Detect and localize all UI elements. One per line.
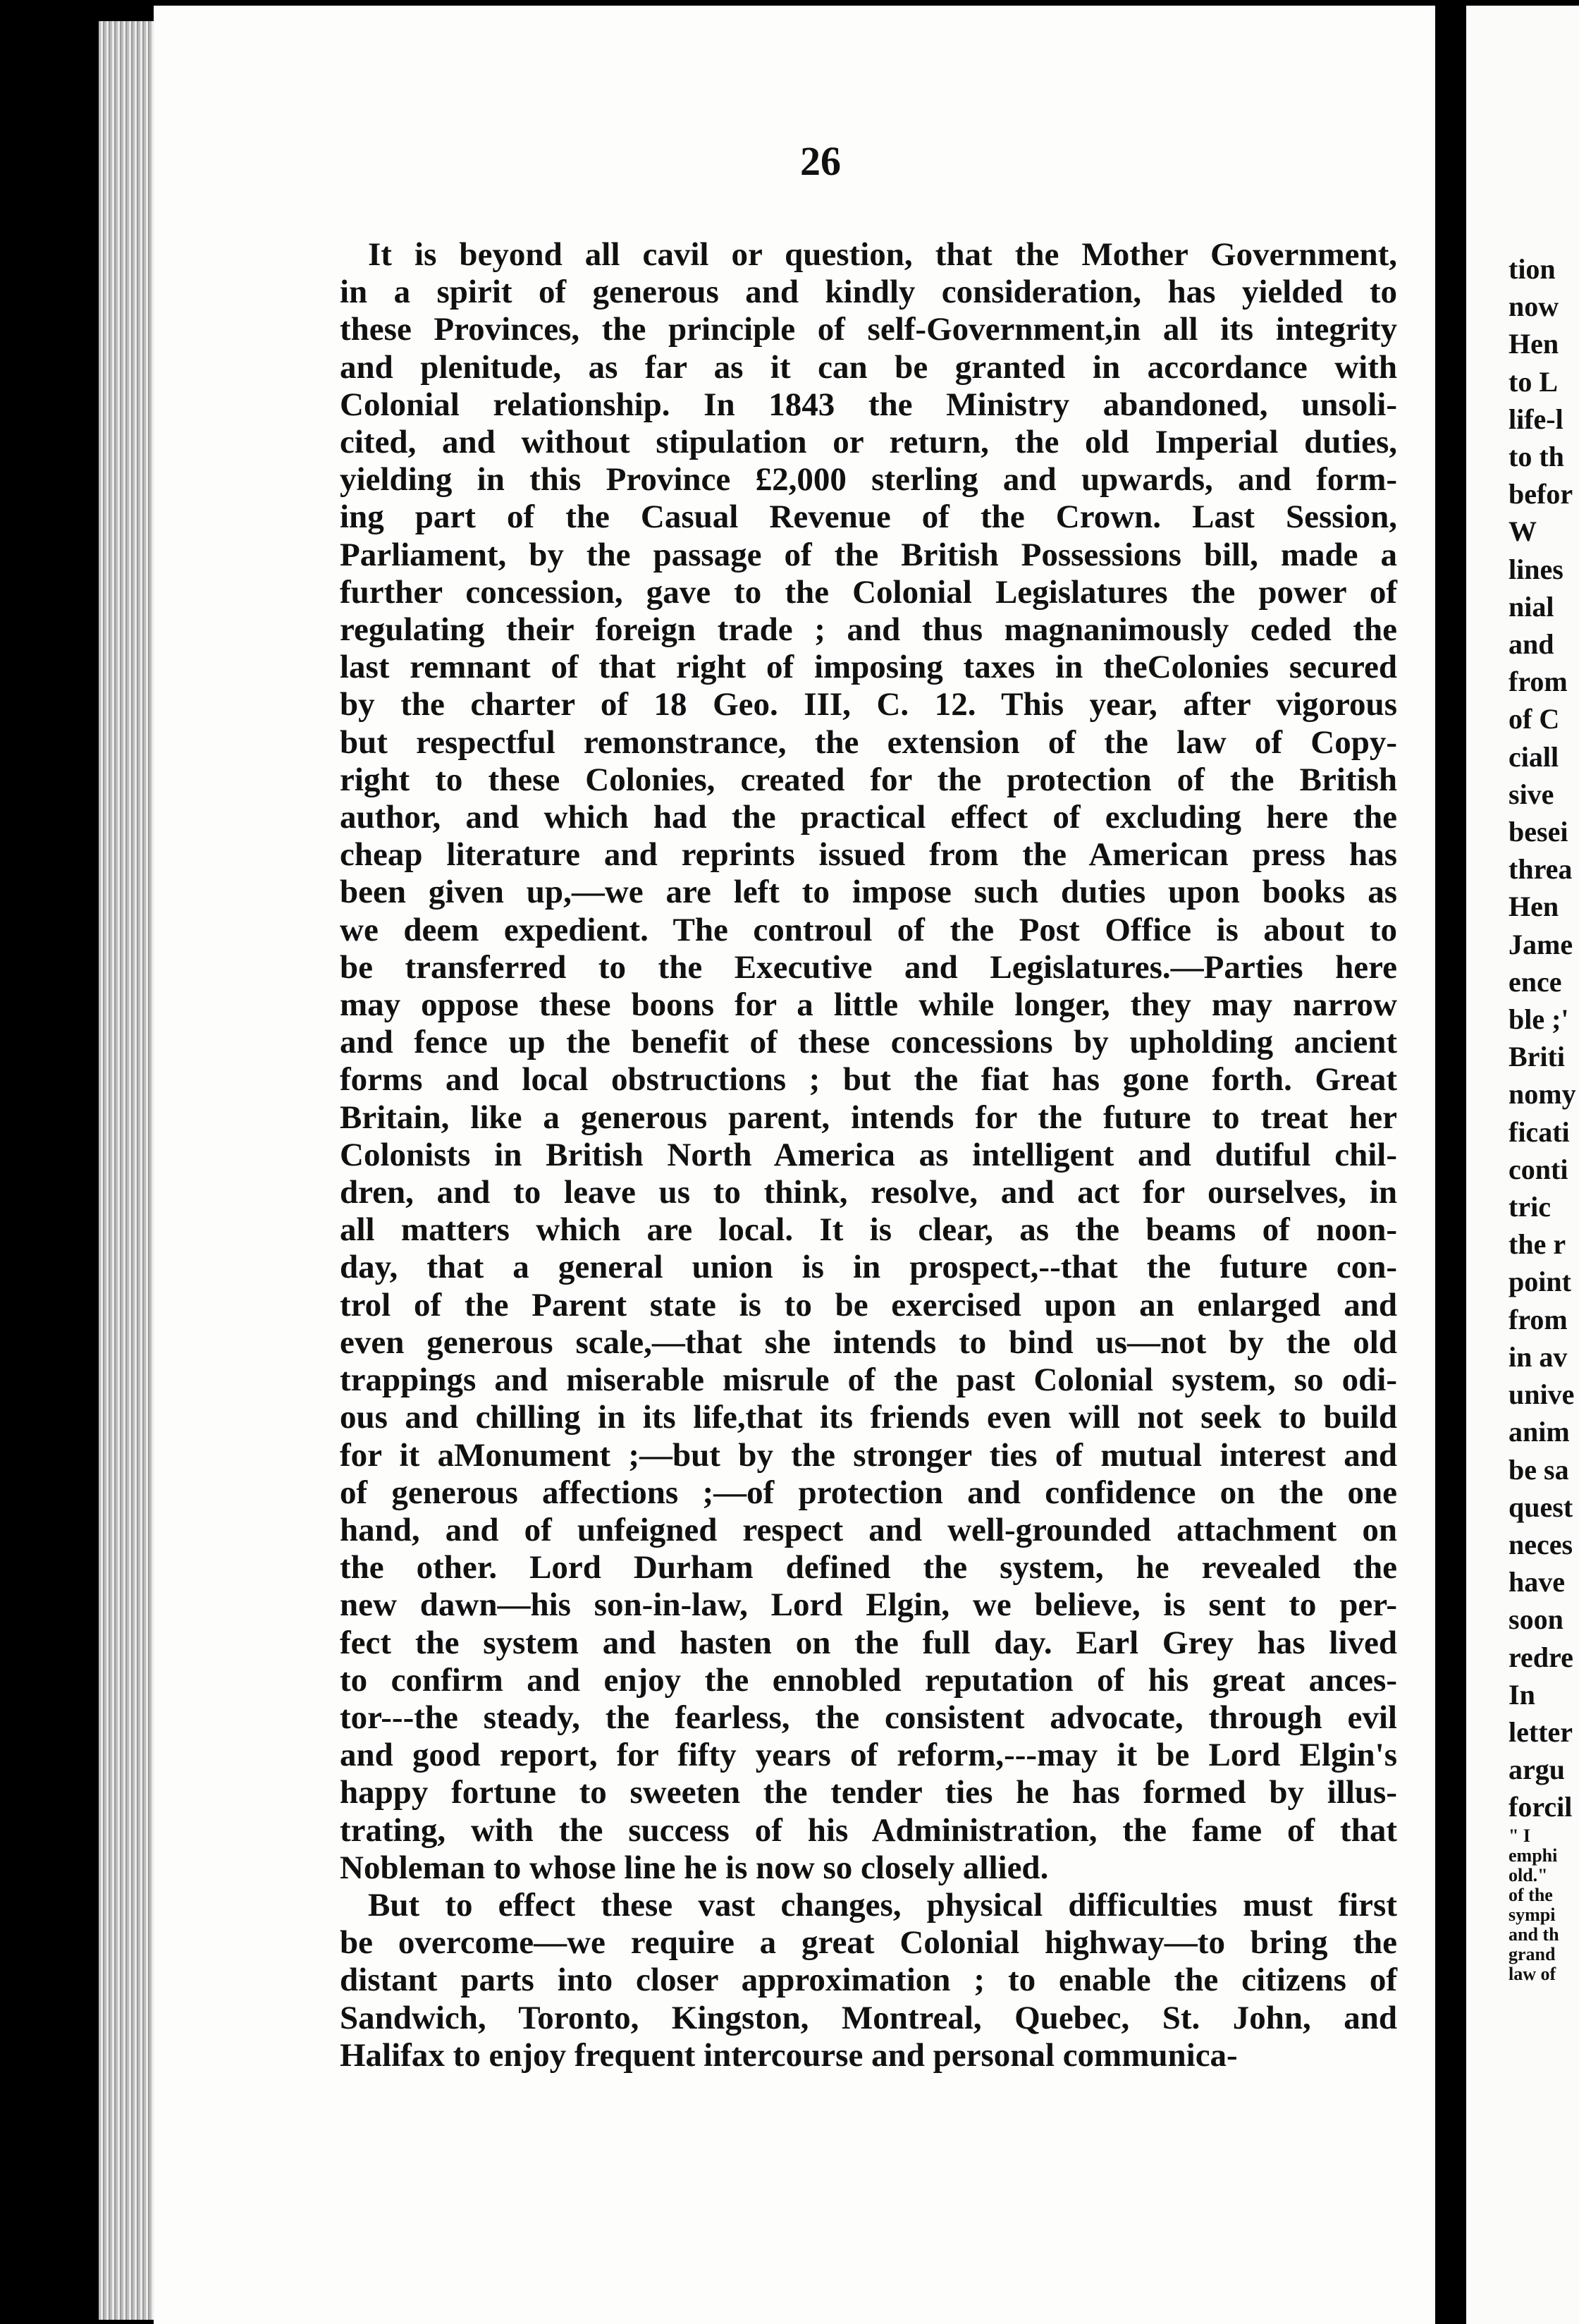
facing-page-fragment: conti — [1509, 1153, 1568, 1185]
page-number: 26 — [800, 138, 841, 184]
facing-page-fragment: " I — [1509, 1825, 1531, 1846]
text-line: right to these Colonies, created for the protection of the British — [340, 761, 1397, 798]
text-line: ous and chilling in its life,that its friends even will not seek to build — [340, 1399, 1397, 1436]
text-line: and good report, for fifty years of reform,---may it be Lord Elgin's — [340, 1737, 1397, 1774]
facing-page-fragment: sive — [1509, 778, 1554, 810]
facing-page-fragment: besei — [1509, 816, 1568, 848]
facing-page-fragment: from — [1509, 666, 1568, 698]
text-line: cited, and without stipulation or return, the old Imperial duties, — [340, 424, 1397, 461]
text-line: forms and local obstructions ; but the fiat has gone forth. Great — [340, 1061, 1397, 1099]
book-page-edges — [99, 21, 155, 2320]
text-line: of generous affections ;—of protection and confidence on the one — [340, 1474, 1397, 1511]
facing-page-fragment: now — [1509, 290, 1559, 323]
text-line: by the charter of 18 Geo. III, C. 12. This year, after vigorous — [340, 686, 1397, 723]
facing-page-fragment: of the — [1509, 1884, 1553, 1905]
text-line: and fence up the benefit of these concessions by upholding ancient — [340, 1024, 1397, 1061]
text-line: and plenitude, as far as it can be granted in accordance with — [340, 348, 1397, 386]
text-line: further concession, gave to the Colonial Legislatures the power of — [340, 573, 1397, 611]
facing-page-fragment: lines — [1509, 553, 1563, 585]
text-line: author, and which had the practical effect of excluding here the — [340, 799, 1397, 836]
facing-page-fragment: the r — [1509, 1228, 1566, 1261]
text-line: tor---the steady, the fearless, the consistent advocate, through evil — [340, 1699, 1397, 1736]
facing-page-fragment: Jame — [1509, 928, 1573, 960]
facing-page-text — [1509, 250, 1576, 1984]
facing-page-fragment: threa — [1509, 853, 1573, 886]
facing-page-fragment: to th — [1509, 441, 1564, 473]
facing-page-fragment: soon — [1509, 1603, 1563, 1636]
facing-page-fragment: to L — [1509, 365, 1558, 398]
facing-page-fragment: anim — [1509, 1416, 1570, 1448]
text-line: Parliament, by the passage of the British Possessions bill, made a — [340, 536, 1397, 573]
facing-page-fragment: law of — [1509, 1963, 1556, 1984]
facing-page-fragment: quest — [1509, 1491, 1573, 1523]
facing-page-fragment: sympi — [1509, 1904, 1556, 1925]
facing-page-fragment: ciall — [1509, 740, 1559, 773]
text-line: be overcome—we require a great Colonial highway—to bring the — [340, 1924, 1397, 1962]
facing-page-fragment: Hen — [1509, 328, 1559, 360]
facing-page-fragment: unive — [1509, 1378, 1575, 1411]
facing-page-fragment: nomy — [1509, 1078, 1576, 1111]
book-gutter — [1435, 0, 1466, 2324]
facing-page-fragment: emphi — [1509, 1845, 1558, 1866]
facing-page-fragment: point — [1509, 1266, 1571, 1298]
text-line: yielding in this Province £2,000 sterling and upwards, and form- — [340, 461, 1397, 499]
facing-page-fragment: be sa — [1509, 1453, 1569, 1486]
text-line: Sandwich, Toronto, Kingston, Montreal, Quebec, St. John, and — [340, 1999, 1397, 2036]
text-line: distant parts into closer approximation ; to enable the citizens of — [340, 1962, 1397, 1999]
facing-page-fragment: ficati — [1509, 1115, 1570, 1148]
text-line: we deem expedient. The controul of the Post Office is about to — [340, 911, 1397, 948]
facing-page-fragment: redre — [1509, 1641, 1573, 1673]
text-line: ing part of the Casual Revenue of the Crown. Last Session, — [340, 499, 1397, 536]
facing-page-fragment: in av — [1509, 1340, 1568, 1373]
facing-page-fragment: and th — [1509, 1924, 1559, 1945]
facing-page-fragment: befor — [1509, 478, 1573, 510]
text-line: last remnant of that right of imposing taxes in theColonies secured — [340, 649, 1397, 686]
text-line: Halifax to enjoy frequent intercourse and personal communica- — [340, 2036, 1238, 2074]
text-line: all matters which are local. It is clear, as the beams of noon- — [340, 1211, 1397, 1249]
text-line: Britain, like a generous parent, intends for the future to treat her — [340, 1099, 1397, 1136]
text-line: trating, with the success of his Administration, the fame of that — [340, 1811, 1397, 1849]
text-line: Colonial relationship. In 1843 the Ministry abandoned, unsoli- — [340, 386, 1397, 423]
facing-page-fragment: argu — [1509, 1754, 1565, 1786]
text-line: trappings and miserable misrule of the past Colonial system, so odi- — [340, 1362, 1397, 1399]
text-line: trol of the Parent state is to be exercised upon an enlarged and — [340, 1286, 1397, 1323]
text-line: regulating their foreign trade ; and thus magnanimously ceded the — [340, 611, 1397, 649]
text-line: happy fortune to sweeten the tender ties he has formed by illus- — [340, 1774, 1397, 1811]
facing-page-fragment: Briti — [1509, 1041, 1565, 1073]
facing-page-fragment: tion — [1509, 253, 1556, 285]
text-line: the other. Lord Durham defined the system, he revealed the — [340, 1549, 1397, 1586]
facing-page-fragment: and — [1509, 628, 1554, 661]
facing-page-fragment: Hen — [1509, 891, 1559, 923]
facing-page-fragment: W — [1509, 515, 1537, 548]
text-line: in a spirit of generous and kindly consideration, has yielded to — [340, 274, 1397, 311]
text-line: for it aMonument ;—but by the stronger ties of mutual interest and — [340, 1436, 1397, 1474]
facing-page-fragment: grand — [1509, 1943, 1556, 1964]
text-line: may oppose these boons for a little while longer, they may narrow — [340, 986, 1397, 1024]
facing-page-fragment: of C — [1509, 703, 1560, 735]
facing-page-fragment: In — [1509, 1678, 1535, 1711]
facing-page-fragment: tric — [1509, 1191, 1551, 1223]
text-line: Colonists in British North America as intelligent and dutiful chil- — [340, 1136, 1397, 1173]
text-line: to confirm and enjoy the ennobled reputation of his great ances- — [340, 1661, 1397, 1699]
text-line: day, that a general union is in prospect,--that the future con- — [340, 1249, 1397, 1286]
facing-page-fragment: old." — [1509, 1864, 1548, 1885]
text-line: cheap literature and reprints issued from the American press has — [340, 836, 1397, 874]
body-text — [340, 236, 1397, 2074]
text-line: even generous scale,—that she intends to bind us—not by the old — [340, 1323, 1397, 1361]
facing-page-fragment: nial — [1509, 590, 1554, 623]
facing-page-fragment: from — [1509, 1303, 1568, 1335]
text-line: Nobleman to whose line he is now so closely allied. — [340, 1849, 1049, 1886]
facing-page-fragment: ence — [1509, 965, 1562, 998]
text-line: been given up,—we are left to impose such duties upon books as — [340, 874, 1397, 911]
text-line: these Provinces, the principle of self-Government,in all its integrity — [340, 311, 1397, 348]
facing-page-fragment: letter — [1509, 1716, 1573, 1748]
text-line: be transferred to the Executive and Legislatures.—Parties here — [340, 948, 1397, 986]
facing-page-fragment: life-l — [1509, 403, 1563, 435]
facing-page-fragment: neces — [1509, 1528, 1573, 1560]
text-line: It is beyond all cavil or question, that the Mother Government, — [368, 236, 1397, 273]
text-line: new dawn—his son-in-law, Lord Elgin, we believe, is sent to per- — [340, 1586, 1397, 1624]
text-line: dren, and to leave us to think, resolve, and act for ourselves, in — [340, 1174, 1397, 1211]
text-line: but respectful remonstrance, the extension of the law of Copy- — [340, 723, 1397, 761]
facing-page-fragment: forcil — [1509, 1791, 1573, 1823]
facing-page-fragment: ble ;' — [1509, 1003, 1569, 1036]
text-line: But to effect these vast changes, physical difficulties must first — [368, 1886, 1397, 1924]
facing-page-fragment: have — [1509, 1566, 1565, 1598]
text-line: hand, and of unfeigned respect and well-grounded attachment on — [340, 1511, 1397, 1548]
text-line: fect the system and hasten on the full day. Earl Grey has lived — [340, 1624, 1397, 1661]
